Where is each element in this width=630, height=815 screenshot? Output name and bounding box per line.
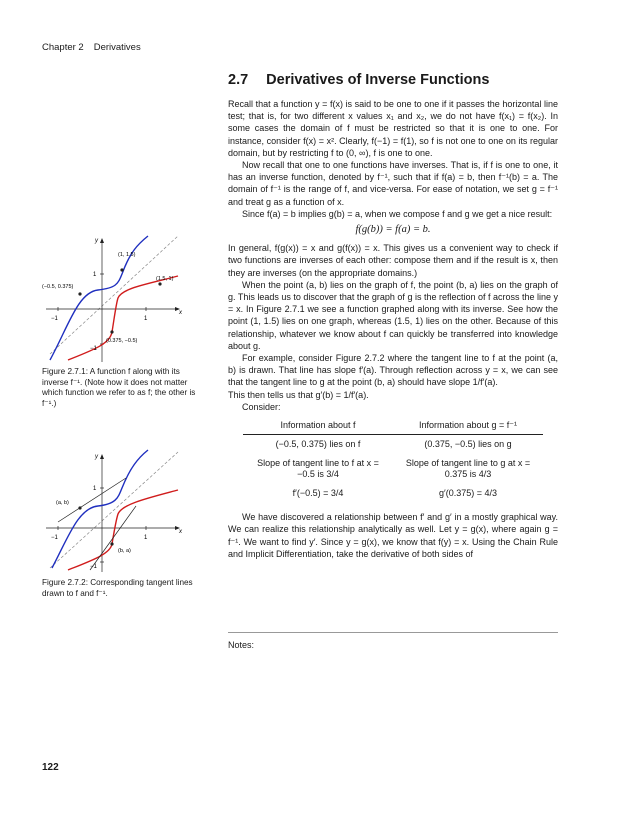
tick-label-x-neg1: −1: [51, 316, 58, 322]
chapter-title: Derivatives: [93, 42, 141, 53]
tick-label-x-1: 1: [144, 316, 148, 322]
table-row: [243, 484, 543, 503]
point-1.5-1: [158, 282, 161, 285]
notes-divider: [228, 632, 558, 633]
consider-label: Consider:: [242, 401, 281, 412]
point-1-1.5: [120, 268, 123, 271]
paragraph-8: We have discovered a relationship between f′ and g′ in a mostly graphical way. We can realize this relationship analytically as well. Let y = g(x), where again g = f⁻¹. We want to find y′. Since y = g(x), we know that f(y) = x. Using the Chain Rule and Implicit Differentiation, take the derivative of both sides of: [228, 512, 558, 559]
point-neg0.5-0.375: [78, 292, 81, 295]
label-b-a: (b, a): [118, 548, 131, 554]
paragraph-7: This then tells us that g′(b) = 1/f′(a).: [228, 389, 369, 400]
table-row: [243, 454, 543, 484]
equation-1: f(g(b)) = f(a) = b.: [355, 224, 431, 236]
page-number: 122: [42, 762, 59, 773]
f-inverse-curve: [68, 276, 178, 360]
x-axis-label: x: [179, 310, 182, 316]
tick-label-x-1: 1: [144, 535, 148, 541]
guide-line-y-equals-x: [50, 452, 178, 568]
table-cell: Slope of tangent line to g at x = 0.375 is 4/3: [405, 458, 531, 480]
y-axis-label: y: [95, 238, 98, 244]
table-row: [243, 435, 543, 455]
table-cell: g′(0.375) = 4/3: [439, 488, 497, 499]
label-1-1.5: (1, 1.5): [118, 252, 136, 258]
paragraph-3: Since f(a) = b implies g(b) = a, when we compose f and g we get a nice result:: [242, 208, 553, 219]
tick-label-y-neg1: −1: [90, 346, 97, 352]
x-axis-label: x: [179, 529, 182, 535]
figure-2-7-2: [38, 448, 188, 574]
point-a-b: [78, 506, 81, 509]
point-b-a: [110, 542, 113, 545]
tick-label-y-1: 1: [93, 486, 97, 492]
label-neg0.5-0.375: (−0.5, 0.375): [42, 284, 74, 290]
tick-label-y-1: 1: [93, 272, 97, 278]
table-cell: Slope of tangent line to f at x = −0.5 is 3/4: [257, 458, 379, 480]
tick-label-x-neg1: −1: [51, 535, 58, 541]
paragraph-4: In general, f(g(x)) = x and g(f(x)) = x. This gives us a convenient way to check if two functions are inverses of each other: compose them and if the result is x, then they are inverses (on the appropriate domains.): [228, 243, 558, 278]
paragraph-6: For example, consider Figure 2.7.2 where the tangent line to f at the point (a, b) is drawn. That line has slope f′(a). Through reflection across y = x, we can see that the tangent line to g at the point (b, a) should have slope 1/f′(a).: [228, 353, 558, 388]
label-1.5-1: (1.5, 1): [156, 276, 174, 282]
table-cell: f′(−0.5) = 3/4: [292, 488, 344, 499]
label-a-b: (a, b): [56, 500, 69, 506]
tick-label-y-neg1: −1: [90, 564, 97, 570]
chapter-label: Chapter 2: [42, 42, 84, 53]
section-title: Derivatives of Inverse Functions: [266, 72, 490, 88]
figure-2-7-1: [38, 232, 188, 364]
section-heading: [228, 72, 489, 88]
y-axis-label: y: [95, 454, 98, 460]
f-inverse-curve: [68, 490, 178, 570]
table-cell: (0.375, −0.5) lies on g: [424, 439, 512, 450]
y-axis-arrow-icon: [100, 238, 104, 243]
figure-2-7-1-caption: Figure 2.7.1: A function f along with its inverse f⁻¹. (Note how it does not matter which function we refer to as f; the other is f⁻¹.): [42, 367, 196, 408]
y-axis-arrow-icon: [100, 454, 104, 459]
guide-line-y-equals-x: [50, 236, 178, 354]
info-table: [243, 417, 543, 503]
paragraph-5: When the point (a, b) lies on the graph of f, the point (b, a) lies on the graph of g. This leads us to discover that the graph of g is the reflection of f across the line y = x. In Figure 2.7.1 we see a function graphed along with its inverse. See how the point (1, 1.5) lies on one graph, whereas (1.5, 1) lies on the other. Because of this relationship, whatever we know about f can quickly be transferred into knowledge about g.: [228, 279, 559, 351]
paragraph-1: Recall that a function y = f(x) is said to be one to one if it passes the horizontal line test; that is, for two different x values x₁ and x₂, we do not have f(x₁) = f(x₂). In some cases the domain of f must be restricted so that it is one to one. For instance, consider f(x) = x². Clearly, f(−1) = f(1), so f is not one to one on its regular domain, but by restricting f to (0, ∞), f is one to one.: [228, 99, 558, 158]
paragraph-2: Now recall that one to one functions have inverses. That is, if f is one to one, it has an inverse function, denoted by f⁻¹, such that if f(a) = b, then f⁻¹(b) = a. The domain of f⁻¹ is the range of f, and vice-versa. For ease of notation, we set g = f⁻¹ and treat g as a function of x.: [228, 160, 558, 207]
figure-2-7-2-caption: Figure 2.7.2: Corresponding tangent lines drawn to f and f⁻¹.: [42, 578, 193, 598]
table-header: Information about g = f⁻¹: [393, 417, 543, 435]
running-header: [42, 42, 141, 53]
main-text: [228, 98, 558, 560]
table-header: Information about f: [243, 417, 393, 435]
table-cell: (−0.5, 0.375) lies on f: [275, 439, 361, 450]
table-header-row: [243, 417, 543, 435]
point-0.375-neg0.5: [110, 330, 113, 333]
section-number: 2.7: [228, 72, 249, 88]
label-0.375-neg0.5: (0.375, −0.5): [106, 338, 138, 344]
notes-label: Notes:: [228, 640, 255, 650]
tangent-line-g: [90, 506, 136, 570]
